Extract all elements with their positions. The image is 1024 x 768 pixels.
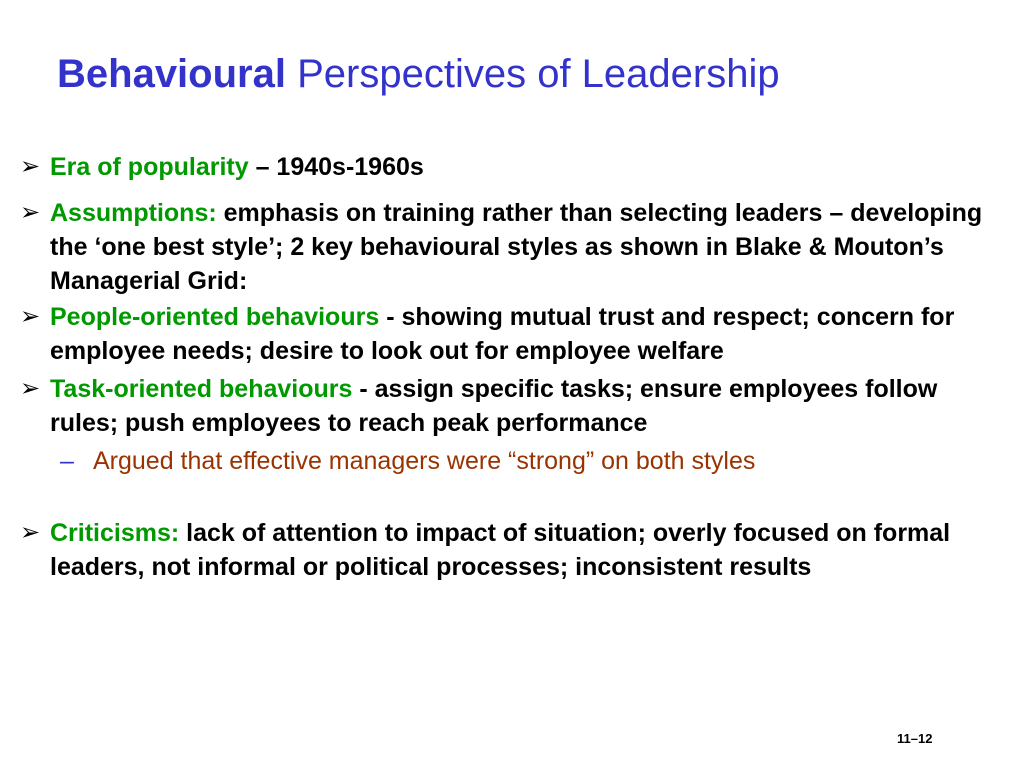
sub-bullet-text: Argued that effective managers were “strong” on both styles <box>93 447 756 475</box>
arrow-bullet-icon: ➢ <box>20 375 41 402</box>
bullet-text: emphasis on training rather than selecting leaders – developing the ‘one best style’; 2 key behavioural styles as shown in Blake & Mouton’s Managerial Grid: <box>50 199 983 295</box>
bullet-lead: Task-oriented behaviours <box>50 375 353 403</box>
title-rest: Perspectives of Leadership <box>297 52 780 96</box>
sub-bullet <box>20 444 1010 478</box>
bullet-people-oriented <box>20 300 1010 368</box>
slide-title <box>57 48 780 100</box>
bullet-list <box>20 150 1010 584</box>
bullet-text: – 1940s-1960s <box>248 153 424 181</box>
bullet-lead: Assumptions: <box>50 199 217 227</box>
bullet-lead: Era of popularity <box>50 153 249 181</box>
bullet-text: - showing mutual trust and respect; concern for employee needs; desire to look out for employee welfare <box>50 303 955 365</box>
page-number: 11–12 <box>897 731 933 746</box>
arrow-bullet-icon: ➢ <box>20 519 41 546</box>
bullet-era <box>20 150 1010 184</box>
bullet-criticisms <box>20 516 1010 584</box>
bullet-text: lack of attention to impact of situation; overly focused on formal leaders, not informal or political processes; inconsistent results <box>50 519 951 581</box>
arrow-bullet-icon: ➢ <box>20 153 41 180</box>
arrow-bullet-icon: ➢ <box>20 303 41 330</box>
bullet-lead: Criticisms: <box>50 519 180 547</box>
bullet-lead: People-oriented behaviours <box>50 303 380 331</box>
bullet-assumptions <box>20 196 1010 298</box>
arrow-bullet-icon: ➢ <box>20 199 41 226</box>
bullet-task-oriented <box>20 372 1010 440</box>
dash-bullet-icon: – <box>60 447 74 475</box>
title-bold-part: Behavioural <box>57 52 286 96</box>
bullet-text: - assign specific tasks; ensure employees follow rules; push employees to reach peak performance <box>50 375 938 437</box>
